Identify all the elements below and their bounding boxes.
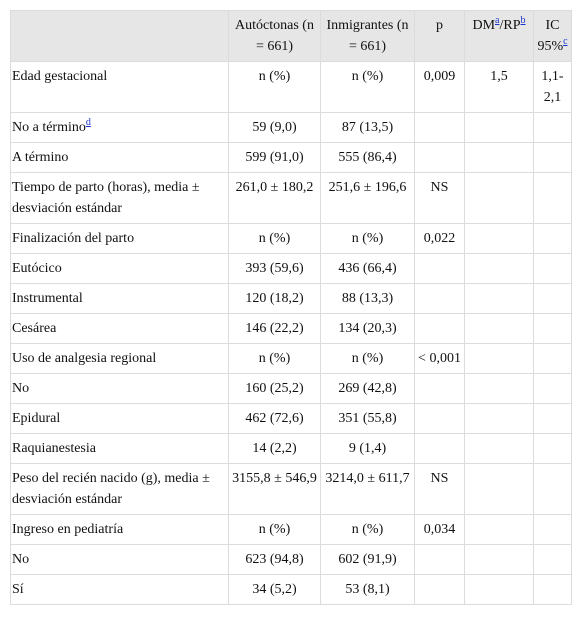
cell-ic [534, 173, 572, 224]
cell-inmigrantes [321, 113, 415, 143]
cell-autoctonas-text: 462 (72,6) [245, 411, 304, 426]
cell-p [415, 224, 465, 254]
table-row [11, 515, 572, 545]
row-label [11, 62, 229, 113]
row-label-text: A término [12, 150, 69, 165]
cell-p [415, 284, 465, 314]
table-row [11, 464, 572, 515]
cell-inmigrantes [321, 515, 415, 545]
cell-p [415, 515, 465, 545]
cell-autoctonas [229, 374, 321, 404]
table-row [11, 344, 572, 374]
cell-autoctonas [229, 254, 321, 284]
results-table [10, 10, 572, 605]
cell-autoctonas [229, 464, 321, 515]
cell-dm-rp [465, 434, 534, 464]
cell-autoctonas [229, 143, 321, 173]
cell-dm-rp [465, 113, 534, 143]
table-row [11, 143, 572, 173]
cell-p [415, 254, 465, 284]
header-ic [534, 11, 572, 62]
cell-p-text: NS [430, 471, 449, 486]
row-label-text: Tiempo de parto (horas), media ± desviación estándar [12, 180, 200, 216]
table-row [11, 173, 572, 224]
row-label [11, 404, 229, 434]
table-header [11, 11, 572, 62]
cell-dm-rp-text: 1,5 [490, 69, 508, 84]
cell-inmigrantes [321, 224, 415, 254]
cell-autoctonas-text: 3155,8 ± 546,9 [232, 471, 317, 486]
cell-inmigrantes [321, 464, 415, 515]
table-row [11, 575, 572, 605]
cell-ic [534, 344, 572, 374]
cell-autoctonas [229, 344, 321, 374]
cell-p-text: NS [430, 180, 449, 195]
cell-p-text: 0,009 [423, 69, 456, 84]
footnote-link-a[interactable]: a [495, 15, 500, 27]
cell-dm-rp [465, 545, 534, 575]
cell-autoctonas [229, 173, 321, 224]
table-row [11, 314, 572, 344]
header-inmigrantes: Inmigrantes (n = 661) [321, 11, 415, 62]
cell-ic [534, 404, 572, 434]
row-label-text: Uso de analgesia regional [12, 351, 157, 366]
row-label-text: Sí [12, 582, 24, 597]
cell-ic [534, 62, 572, 113]
cell-dm-rp [465, 143, 534, 173]
cell-inmigrantes-text: n (%) [351, 69, 384, 84]
table-row [11, 545, 572, 575]
cell-dm-rp [465, 173, 534, 224]
cell-inmigrantes-text: n (%) [351, 231, 384, 246]
table-row [11, 374, 572, 404]
cell-inmigrantes-text: 134 (20,3) [338, 321, 397, 336]
table-row [11, 62, 572, 113]
cell-p [415, 314, 465, 344]
cell-inmigrantes [321, 284, 415, 314]
cell-ic [534, 515, 572, 545]
cell-ic [534, 434, 572, 464]
cell-inmigrantes [321, 404, 415, 434]
cell-inmigrantes-text: 9 (1,4) [348, 441, 387, 456]
cell-autoctonas-text: 14 (2,2) [252, 441, 297, 456]
table-row [11, 404, 572, 434]
cell-autoctonas [229, 545, 321, 575]
cell-inmigrantes-text: 351 (55,8) [338, 411, 397, 426]
cell-inmigrantes [321, 143, 415, 173]
cell-inmigrantes-text: 251,6 ± 196,6 [328, 180, 407, 195]
cell-autoctonas [229, 113, 321, 143]
cell-ic [534, 143, 572, 173]
cell-dm-rp [465, 464, 534, 515]
table-row [11, 113, 572, 143]
row-label [11, 284, 229, 314]
cell-inmigrantes [321, 173, 415, 224]
cell-p [415, 344, 465, 374]
cell-ic [534, 224, 572, 254]
row-label [11, 374, 229, 404]
cell-ic [534, 545, 572, 575]
table-row [11, 254, 572, 284]
row-label [11, 254, 229, 284]
header-dm-rp [465, 11, 534, 62]
cell-ic [534, 284, 572, 314]
row-label [11, 224, 229, 254]
row-label-text: Instrumental [12, 291, 83, 306]
cell-autoctonas [229, 62, 321, 113]
row-label-text: Epidural [12, 411, 61, 426]
cell-inmigrantes-text: 269 (42,8) [338, 381, 397, 396]
cell-dm-rp [465, 62, 534, 113]
row-label-text: No a término [12, 120, 86, 135]
cell-inmigrantes-text: n (%) [351, 522, 384, 537]
cell-autoctonas-text: 59 (9,0) [252, 120, 297, 135]
cell-p-text: < 0,001 [418, 351, 461, 366]
cell-inmigrantes-text: 602 (91,9) [338, 552, 397, 567]
row-label [11, 545, 229, 575]
table-body [11, 62, 572, 605]
cell-inmigrantes-text: 88 (13,3) [341, 291, 394, 306]
cell-autoctonas-text: 599 (91,0) [245, 150, 304, 165]
footnote-link-b[interactable]: b [520, 15, 526, 27]
cell-p [415, 404, 465, 434]
table-row [11, 434, 572, 464]
cell-p [415, 113, 465, 143]
cell-inmigrantes [321, 62, 415, 113]
cell-dm-rp [465, 374, 534, 404]
cell-inmigrantes [321, 254, 415, 284]
cell-autoctonas-text: n (%) [258, 231, 291, 246]
cell-autoctonas-text: 160 (25,2) [245, 381, 304, 396]
cell-p [415, 173, 465, 224]
cell-autoctonas-text: 623 (94,8) [245, 552, 304, 567]
cell-autoctonas-text: n (%) [258, 522, 291, 537]
cell-inmigrantes [321, 545, 415, 575]
row-label [11, 434, 229, 464]
row-label [11, 143, 229, 173]
cell-p [415, 62, 465, 113]
cell-autoctonas [229, 575, 321, 605]
cell-inmigrantes-text: n (%) [351, 351, 384, 366]
cell-autoctonas [229, 515, 321, 545]
row-label [11, 575, 229, 605]
row-label-text: Finalización del parto [12, 231, 135, 246]
cell-dm-rp [465, 284, 534, 314]
row-label-text: Peso del recién nacido (g), media ± desviación estándar [12, 471, 210, 507]
cell-p-text: 0,034 [423, 522, 456, 537]
cell-inmigrantes-text: 555 (86,4) [338, 150, 397, 165]
row-label [11, 344, 229, 374]
cell-p [415, 545, 465, 575]
cell-dm-rp [465, 515, 534, 545]
cell-dm-rp [465, 314, 534, 344]
header-blank [11, 11, 229, 62]
cell-dm-rp [465, 224, 534, 254]
cell-inmigrantes-text: 436 (66,4) [338, 261, 397, 276]
row-label-text: Edad gestacional [12, 69, 108, 84]
row-label-text: No [12, 381, 30, 396]
rp-text: /RP [499, 18, 521, 33]
cell-p [415, 374, 465, 404]
row-label [11, 173, 229, 224]
cell-dm-rp [465, 404, 534, 434]
cell-autoctonas-text: 146 (22,2) [245, 321, 304, 336]
cell-autoctonas-text: 34 (5,2) [252, 582, 297, 597]
cell-autoctonas-text: n (%) [258, 69, 291, 84]
header-p: p [415, 11, 465, 62]
cell-inmigrantes-text: 87 (13,5) [341, 120, 394, 135]
row-label [11, 314, 229, 344]
cell-autoctonas [229, 434, 321, 464]
cell-inmigrantes-text: 53 (8,1) [345, 582, 390, 597]
cell-autoctonas-text: n (%) [258, 351, 291, 366]
footnote-link-d[interactable]: d [85, 117, 91, 129]
cell-p [415, 434, 465, 464]
cell-inmigrantes [321, 344, 415, 374]
cell-dm-rp [465, 575, 534, 605]
header-autoctonas: Autóctonas (n = 661) [229, 11, 321, 62]
cell-autoctonas [229, 314, 321, 344]
row-label-text: Ingreso en pediatría [12, 522, 124, 537]
cell-inmigrantes [321, 575, 415, 605]
row-label [11, 464, 229, 515]
footnote-link-c[interactable]: c [563, 36, 568, 48]
row-label [11, 113, 229, 143]
table-row [11, 284, 572, 314]
row-label-text: No [12, 552, 30, 567]
cell-ic [534, 374, 572, 404]
cell-p [415, 575, 465, 605]
cell-p-text: 0,022 [423, 231, 456, 246]
cell-inmigrantes-text: 3214,0 ± 611,7 [325, 471, 410, 486]
cell-p [415, 143, 465, 173]
cell-dm-rp [465, 344, 534, 374]
cell-autoctonas [229, 284, 321, 314]
cell-ic [534, 254, 572, 284]
cell-ic [534, 464, 572, 515]
cell-dm-rp [465, 254, 534, 284]
row-label-text: Eutócico [12, 261, 62, 276]
cell-ic [534, 575, 572, 605]
cell-inmigrantes [321, 314, 415, 344]
cell-inmigrantes [321, 374, 415, 404]
table-row [11, 224, 572, 254]
cell-p [415, 464, 465, 515]
dm-text: DM [472, 18, 496, 33]
ic-text: IC 95% [537, 18, 564, 54]
cell-autoctonas [229, 404, 321, 434]
cell-ic [534, 314, 572, 344]
row-label-text: Raquianestesia [12, 441, 96, 456]
cell-autoctonas-text: 120 (18,2) [245, 291, 304, 306]
cell-ic-text: 1,1-2,1 [541, 69, 564, 105]
row-label [11, 515, 229, 545]
cell-ic [534, 113, 572, 143]
cell-autoctonas-text: 393 (59,6) [245, 261, 304, 276]
cell-autoctonas [229, 224, 321, 254]
row-label-text: Cesárea [12, 321, 57, 336]
cell-inmigrantes [321, 434, 415, 464]
cell-autoctonas-text: 261,0 ± 180,2 [235, 180, 314, 195]
